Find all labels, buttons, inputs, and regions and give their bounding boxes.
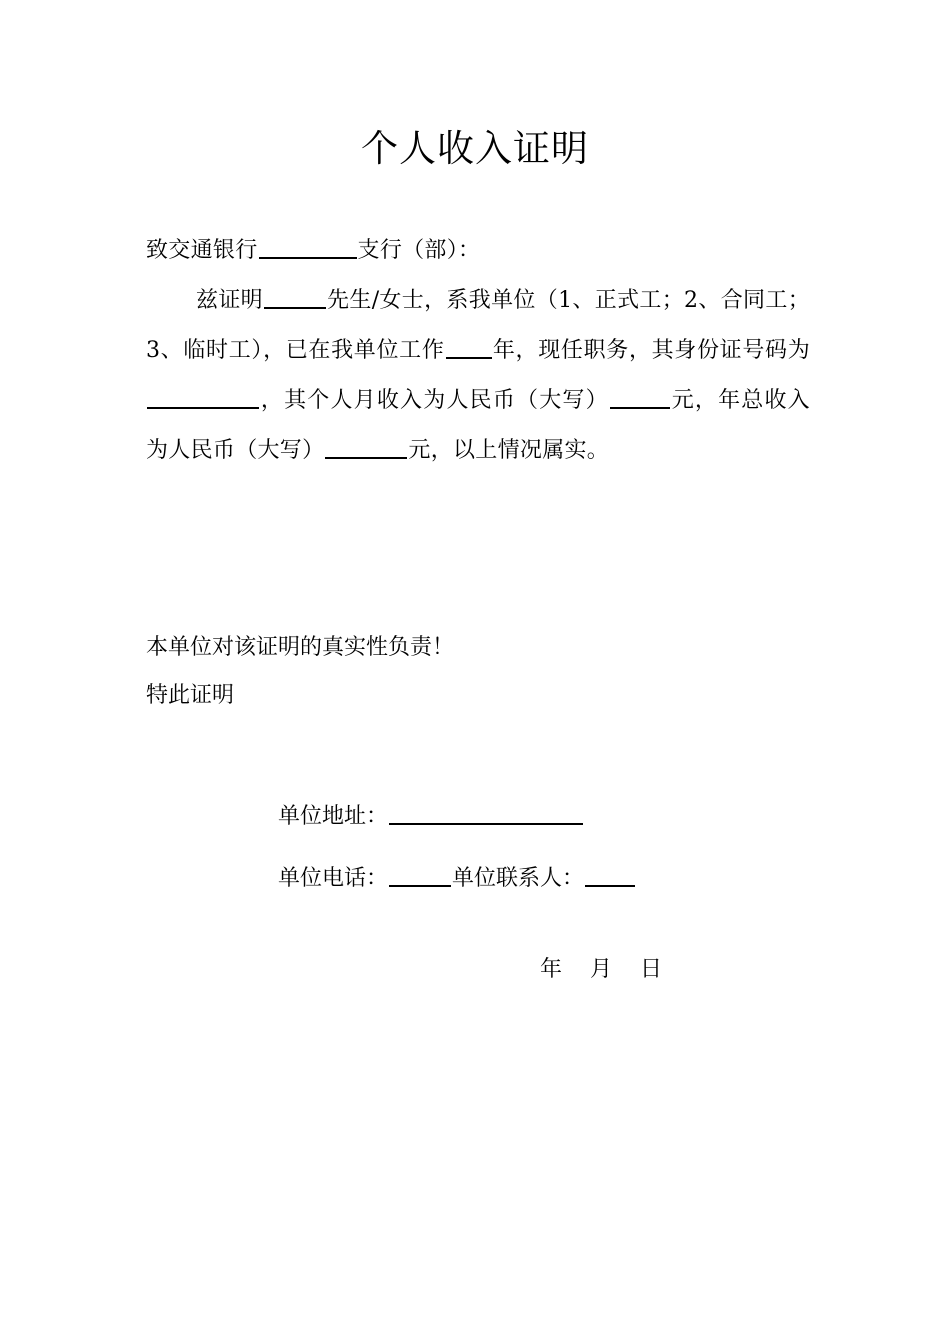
closing-block: [146, 624, 454, 720]
body-text-1: 兹证明: [196, 288, 263, 313]
id-number-blank[interactable]: [147, 385, 259, 409]
salutation-line: [146, 226, 810, 276]
contact-person-label: 单位联系人：: [452, 866, 585, 891]
phone-label: 单位电话：: [278, 866, 389, 891]
contact-block: [278, 786, 636, 910]
phone-blank[interactable]: [389, 863, 451, 887]
contact-person-blank[interactable]: [585, 863, 635, 887]
body-text-6: 元，以上情况属实。: [408, 438, 610, 463]
date-line: 年 月 日: [540, 957, 662, 982]
body-text-5: 元，年总收入为人民币（大写）: [146, 388, 810, 463]
body-text-2: 先生/女士，系我单位（1、正式工；2、合同工；3、临时工），已在我单位工作: [146, 288, 810, 363]
address-blank[interactable]: [389, 801, 583, 825]
annual-income-blank[interactable]: [325, 435, 407, 459]
certification-paragraph: [146, 276, 810, 476]
salutation-prefix: 致交通银行: [146, 238, 258, 263]
body-text-3: 年，现任职务，其身份证号码为: [492, 338, 810, 363]
employee-name-blank[interactable]: [264, 285, 326, 309]
address-line: [278, 786, 636, 848]
certify-statement: 特此证明: [146, 683, 235, 708]
body-text-4: ，其个人月收入为人民币（大写）: [260, 388, 609, 413]
responsibility-statement: 本单位对该证明的真实性负责！: [146, 635, 455, 660]
salutation-suffix: 支行（部）：: [357, 238, 481, 263]
monthly-income-blank[interactable]: [610, 385, 670, 409]
address-label: 单位地址：: [278, 804, 389, 829]
document-title: 个人收入证明: [361, 127, 589, 170]
branch-name-blank[interactable]: [259, 235, 357, 259]
letter-body: [146, 226, 810, 476]
years-worked-blank[interactable]: [446, 335, 492, 359]
phone-line: [278, 848, 636, 910]
